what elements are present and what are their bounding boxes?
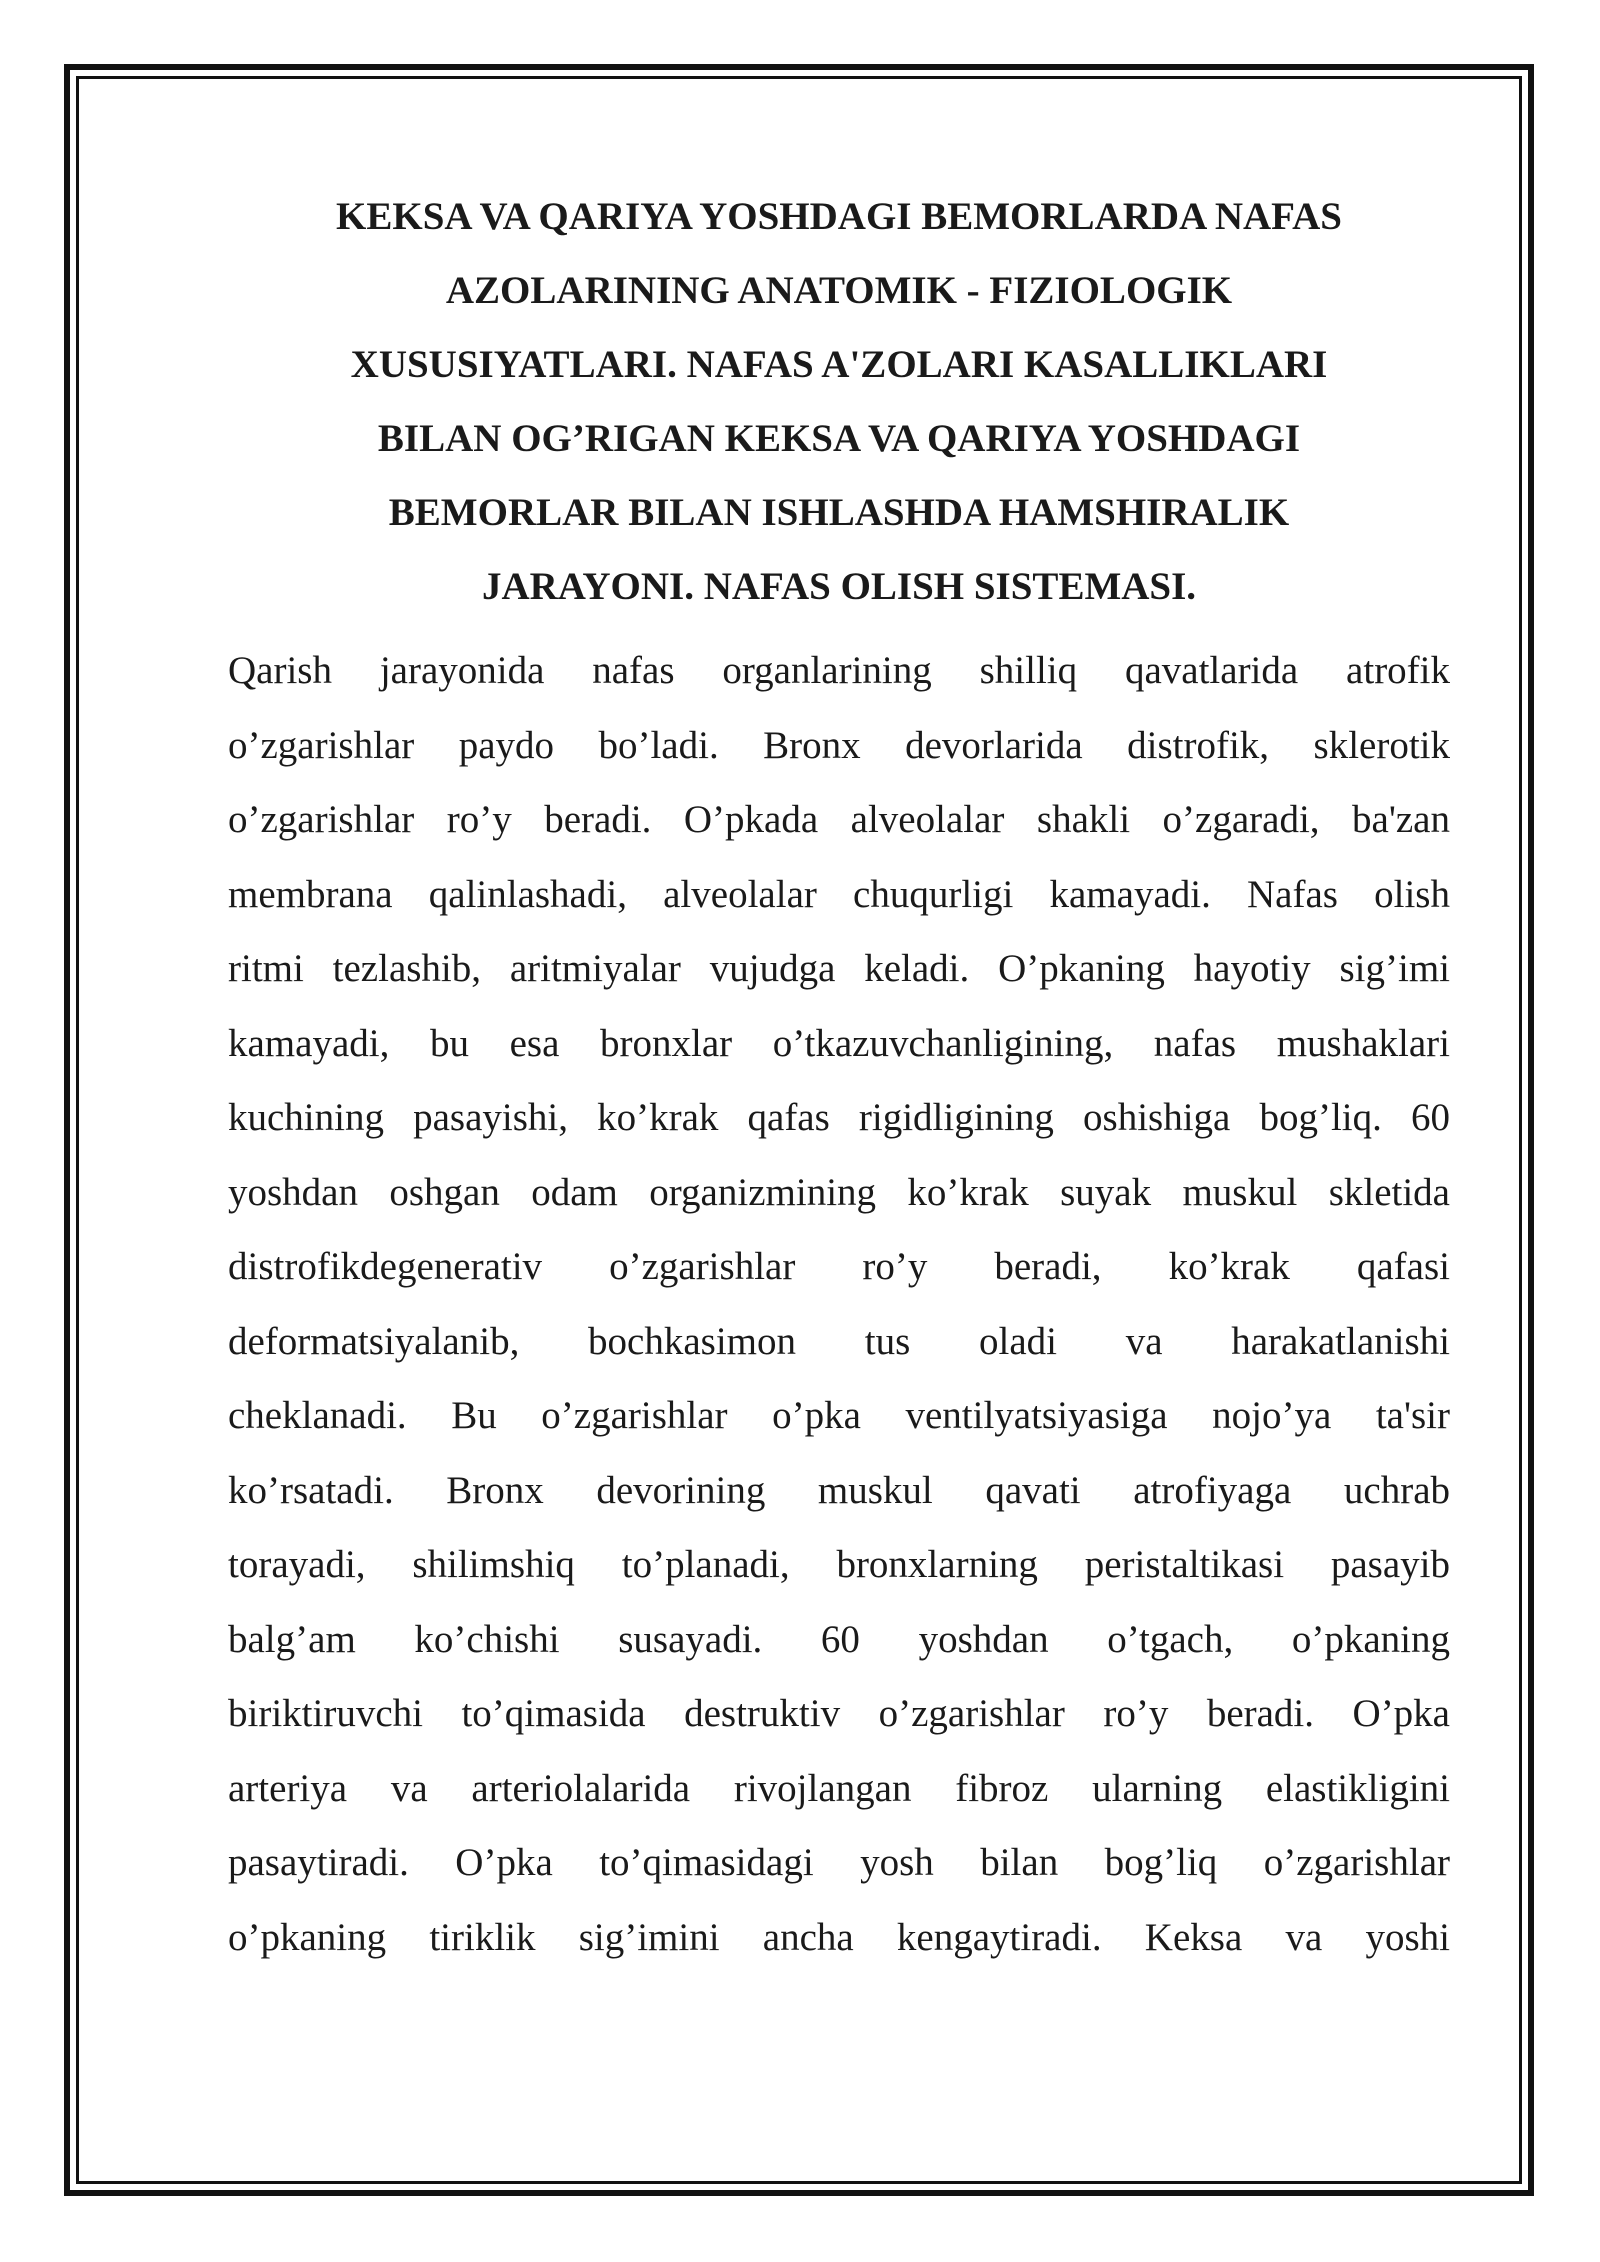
paragraph-line: arteriya va arteriolalarida rivojlangan fibroz ularning elastikligini bbox=[228, 1766, 1450, 1810]
title-line: BEMORLAR BILAN ISHLASHDA HAMSHIRALIK bbox=[388, 491, 1290, 534]
paragraph-line: membrana qalinlashadi, alveolalar chuqurligi kamayadi. Nafas olish bbox=[228, 872, 1450, 916]
paragraph-line: cheklanadi. Bu o’zgarishlar o’pka ventilyatsiyasiga nojo’ya ta'sir bbox=[228, 1394, 1450, 1437]
paragraph-line: ko’rsatadi. Bronx devorining muskul qavati atrofiyaga uchrab bbox=[228, 1468, 1450, 1512]
paragraph-line: biriktiruvchi to’qimasida destruktiv o’zgarishlar ro’y beradi. O’pka bbox=[228, 1692, 1450, 1735]
page-content bbox=[228, 180, 1450, 1975]
document-title bbox=[228, 180, 1450, 624]
title-line: JARAYONI. NAFAS OLISH SISTEMASI. bbox=[481, 565, 1197, 608]
title-line: BILAN OG’RIGAN KEKSA VA QARIYA YOSHDAGI bbox=[377, 417, 1301, 460]
paragraph-line: Qarish jarayonida nafas organlarining shilliq qavatlarida atrofik bbox=[228, 649, 1450, 692]
paragraph-line: yoshdan oshgan odam organizmining ko’krak suyak muskul skletida bbox=[228, 1170, 1450, 1214]
paragraph-line: pasaytiradi. O’pka to’qimasidagi yosh bilan bog’liq o’zgarishlar bbox=[228, 1841, 1450, 1884]
paragraph-line: o’zgarishlar ro’y beradi. O’pkada alveolalar shakli o’zgaradi, ba'zan bbox=[228, 798, 1450, 841]
paragraph-line: deformatsiyalanib, bochkasimon tus oladi va harakatlanishi bbox=[228, 1319, 1450, 1363]
paragraph-line: kuchining pasayishi, ko’krak qafas rigidligining oshishiga bog’liq. 60 bbox=[228, 1096, 1450, 1139]
title-line: KEKSA VA QARIYA YOSHDAGI BEMORLARDA NAFAS bbox=[336, 195, 1342, 238]
title-line: AZOLARINING ANATOMIK - FIZIOLOGIK bbox=[445, 269, 1233, 312]
body-paragraph bbox=[228, 634, 1450, 1975]
paragraph-line: ritmi tezlashib, aritmiyalar vujudga keladi. O’pkaning hayotiy sig’imi bbox=[228, 947, 1450, 990]
title-line: XUSUSIYATLARI. NAFAS A'ZOLARI KASALLIKLARI bbox=[350, 343, 1328, 386]
paragraph-line: kamayadi, bu esa bronxlar o’tkazuvchanligining, nafas mushaklari bbox=[228, 1021, 1450, 1065]
paragraph-line: o’zgarishlar paydo bo’ladi. Bronx devorlarida distrofik, sklerotik bbox=[228, 723, 1450, 767]
paragraph-line: torayadi, shilimshiq to’planadi, bronxlarning peristaltikasi pasayib bbox=[228, 1543, 1450, 1586]
paragraph-line: distrofikdegenerativ o’zgarishlar ro’y beradi, ko’krak qafasi bbox=[228, 1245, 1450, 1288]
paragraph-line: balg’am ko’chishi susayadi. 60 yoshdan o’tgach, o’pkaning bbox=[228, 1617, 1450, 1661]
paragraph-line: o’pkaning tiriklik sig’imini ancha kengaytiradi. Keksa va yoshi bbox=[228, 1915, 1450, 1959]
